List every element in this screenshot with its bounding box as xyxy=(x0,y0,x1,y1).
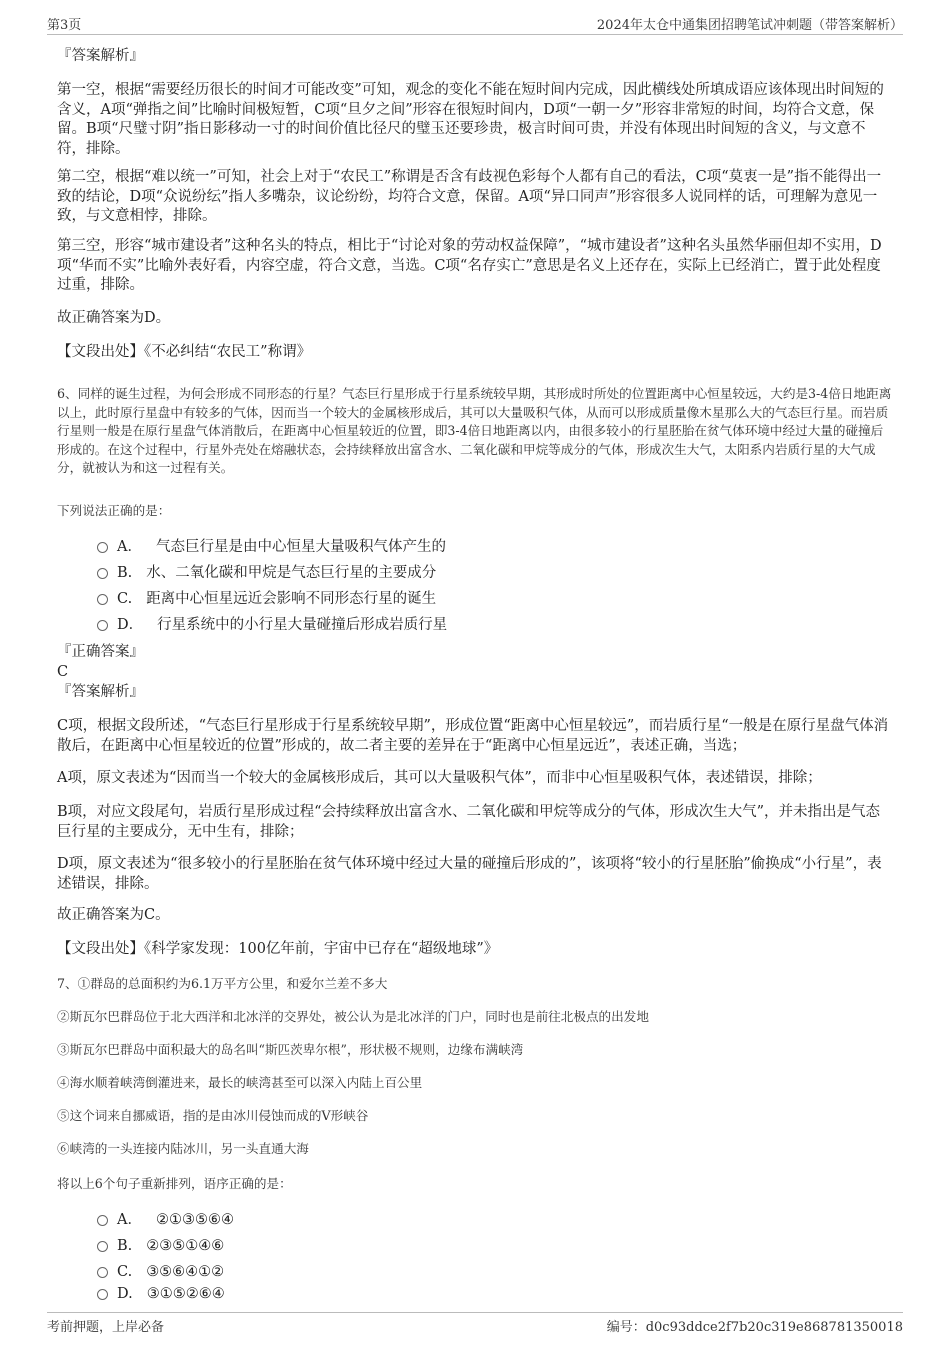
radio-button[interactable] xyxy=(97,1289,108,1300)
page-header xyxy=(47,12,903,35)
option-key: B. xyxy=(117,565,133,581)
q6-answer: C xyxy=(57,664,69,680)
q6-analysis-label: 『答案解析』 xyxy=(57,684,144,700)
q7-sentence-1: 7、①群岛的总面积约为6.1万平方公里，和爱尔兰差不多大 xyxy=(57,976,388,991)
option-key: D. xyxy=(117,1286,133,1302)
q6-source: 【文段出处】《科学家发现：100亿年前，宇宙中已存在“超级地球”》 xyxy=(57,941,499,957)
page-footer xyxy=(47,1312,903,1335)
q5-analysis-p3: 第三空，形容“城市建设者”这种名头的特点，相比于“讨论对象的劳动权益保障”，“城市建设者”这种名头虽然华丽但却不实用，D项“华而不实”比喻外表好看，内容空虚，符合文意，当选。C项“名存实亡”意思是名义上还存在，实际上已经消亡，置于此处程度过重，排除。 xyxy=(57,238,882,293)
q6-option-d[interactable] xyxy=(97,615,447,635)
q7-option-d[interactable] xyxy=(97,1284,225,1304)
radio-button[interactable] xyxy=(97,1215,108,1226)
radio-button[interactable] xyxy=(97,1241,108,1252)
q7-sentence-3: ③斯瓦尔巴群岛中面积最大的岛名叫“斯匹茨卑尔根”，形状极不规则，边缘布满峡湾 xyxy=(57,1042,524,1057)
q7-sentence-4: ④海水顺着峡湾倒灌进来，最长的峡湾甚至可以深入内陆上百公里 xyxy=(57,1075,423,1090)
option-text: 行星系统中的小行星大量碰撞后形成岩质行星 xyxy=(157,617,448,633)
q7-sentence-6: ⑥峡湾的一头连接内陆冰川，另一头直通大海 xyxy=(57,1141,309,1156)
q7-sentence-2: ②斯瓦尔巴群岛位于北大西洋和北冰洋的交界处，被公认为是北冰洋的门户，同时也是前往北极点的出发地 xyxy=(57,1009,649,1024)
q6-option-a[interactable] xyxy=(97,537,446,557)
q5-analysis-label: 『答案解析』 xyxy=(57,48,144,64)
option-key: A． xyxy=(117,539,142,555)
radio-button[interactable] xyxy=(97,594,108,605)
option-key: A． xyxy=(117,1212,142,1228)
option-key: C. xyxy=(117,591,133,607)
radio-button[interactable] xyxy=(97,620,108,631)
radio-button[interactable] xyxy=(97,568,108,579)
option-key: B. xyxy=(117,1238,133,1254)
q6-answer-label: 『正确答案』 xyxy=(57,644,144,660)
option-text: 距离中心恒星远近会影响不同形态行星的诞生 xyxy=(146,591,437,607)
q5-analysis-p1: 第一空，根据“需要经历很长的时间才可能改变”可知，观念的变化不能在短时间内完成，因此横线处所填成语应该体现出时间短的含义，A项“弹指之间”比喻时间极短暂，C项“旦夕之间”形容在很短时间内，D项“一朝一夕”形容非常短的时间，均符合文意，保留。B项“尺璧寸阴”指日影移动一寸的时间价值比径尺的璧玉还要珍贵，极言时间可贵，并没有体现出时间短的含义，与文意不符，排除。 xyxy=(57,82,884,157)
radio-button[interactable] xyxy=(97,1267,108,1278)
q6-analysis-d: D项，原文表述为“很多较小的行星胚胎在贫气体环境中经过大量的碰撞后形成的”，该项将“较小的行星胚胎”偷换成“小行星”，表述错误，排除。 xyxy=(57,856,882,892)
option-key: C. xyxy=(117,1264,133,1280)
q7-option-a[interactable] xyxy=(97,1210,234,1230)
q7-option-b[interactable] xyxy=(97,1236,224,1256)
option-text: 水、二氧化碳和甲烷是气态巨行星的主要成分 xyxy=(146,565,437,581)
q5-analysis-p2: 第二空，根据“难以统一”可知，社会上对于“农民工”称谓是否含有歧视色彩每个人都有自己的看法，C项“莫衷一是”指不能得出一致的结论，D项“众说纷纭”指人多嘴杂，议论纷纷，均符合文意，保留。A项“异口同声”形容很多人说同样的话，可理解为意见一致，与文意相悖，排除。 xyxy=(57,169,882,224)
q5-conclusion: 故正确答案为D。 xyxy=(57,310,171,326)
q6-option-c[interactable] xyxy=(97,589,436,609)
option-text: 气态巨行星是由中心恒星大量吸积气体产生的 xyxy=(155,539,446,555)
q7-question: 将以上6个句子重新排列，语序正确的是： xyxy=(57,1176,292,1191)
q6-option-b[interactable] xyxy=(97,563,436,583)
option-text: ③⑤⑥④①② xyxy=(146,1264,225,1280)
radio-button[interactable] xyxy=(97,542,108,553)
option-text: ②①③⑤⑥④ xyxy=(155,1212,234,1228)
option-text: ③①⑤②⑥④ xyxy=(146,1286,225,1302)
q6-analysis-b: B项，对应文段尾句，岩质行星形成过程“会持续释放出富含水、二氧化碳和甲烷等成分的气体，形成次生大气”，并未指出是气态巨行星的主要成分，无中生有，排除； xyxy=(57,804,880,840)
option-text: ②③⑤①④⑥ xyxy=(146,1238,225,1254)
q6-conclusion: 故正确答案为C。 xyxy=(57,907,170,923)
footer-serial-number: 编号：d0c93ddce2f7b20c319e868781350018 xyxy=(606,1320,903,1335)
q6-analysis-a: A项，原文表述为“因而当一个较大的金属核形成后，其可以大量吸积气体”，而非中心恒星吸积气体，表述错误，排除； xyxy=(57,770,822,786)
q5-source: 【文段出处】《不必纠结“农民工”称谓》 xyxy=(57,344,312,360)
page-number: 第3页 xyxy=(47,18,82,33)
option-key: D． xyxy=(117,617,144,633)
q6-question: 下列说法正确的是： xyxy=(57,503,171,518)
q7-option-c[interactable] xyxy=(97,1262,224,1282)
q6-passage: 6、同样的诞生过程，为何会形成不同形态的行星？气态巨行星形成于行星系统较早期，其形成时所处的位置距离中心恒星较远，大约是3-4倍日地距离以上，此时原行星盘中有较多的气体，因而当一个较大的金属核形成后，其可以大量吸积气体，从而可以形成质量像木星那么大的气态巨行星。而岩质行星则一般是在原行星盘气体消散后，在距离中心恒星较近的位置，即3-4倍日地距离以内，由很多较小的行星胚胎在贫气体环境中经过大量的碰撞后形成的。在这个过程中，行星外壳处在熔融状态，会持续释放出富含水、二氧化碳和甲烷等成分的气体，形成次生大气，太阳系内岩质行星的大气成分，就被认为和这一过程有关。 xyxy=(57,386,892,475)
footer-slogan: 考前押题，上岸必备 xyxy=(47,1320,165,1335)
q6-analysis-c: C项，根据文段所述，“气态巨行星形成于行星系统较早期”，形成位置“距离中心恒星较远”，而岩质行星“一般是在原行星盘气体消散后，在距离中心恒星较近的位置”形成的，故二者主要的差异在于“距离中心恒星远近”，表述正确，当选； xyxy=(57,718,889,754)
document-title: 2024年太仓中通集团招聘笔试冲刺题（带答案解析） xyxy=(596,18,903,33)
q7-sentence-5: ⑤这个词来自挪威语，指的是由冰川侵蚀而成的V形峡谷 xyxy=(57,1108,369,1123)
